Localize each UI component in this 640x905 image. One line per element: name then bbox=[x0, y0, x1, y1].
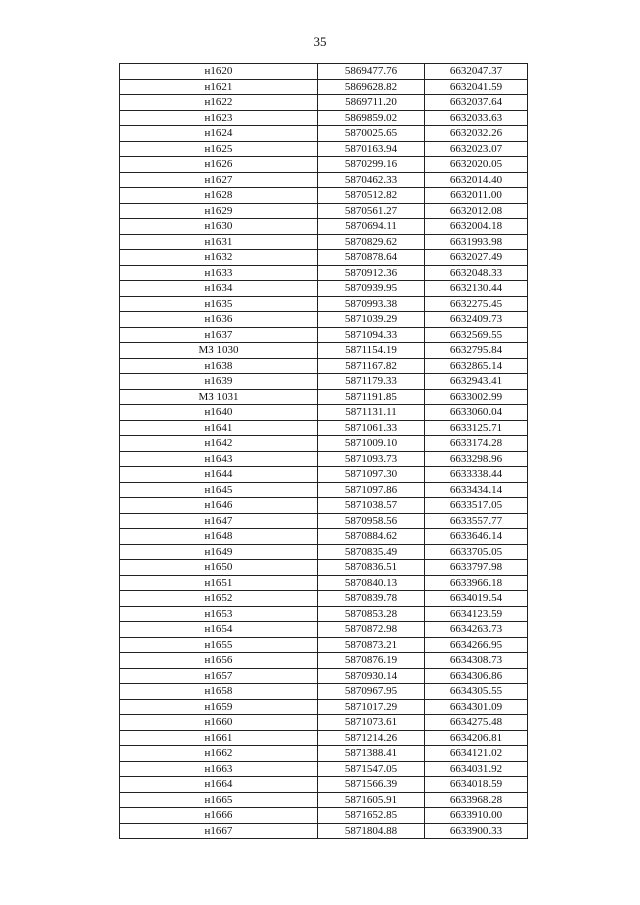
x-coordinate-cell: 5870299.16 bbox=[318, 157, 425, 173]
y-coordinate-cell: 6633002.99 bbox=[425, 389, 528, 405]
x-coordinate-cell: 5869628.82 bbox=[318, 79, 425, 95]
y-coordinate-cell: 6633910.00 bbox=[425, 808, 528, 824]
y-coordinate-cell: 6632048.33 bbox=[425, 265, 528, 281]
y-coordinate-cell: 6633174.28 bbox=[425, 436, 528, 452]
y-coordinate-cell: 6633968.28 bbox=[425, 792, 528, 808]
table-row bbox=[120, 358, 528, 374]
y-coordinate-cell: 6633517.05 bbox=[425, 498, 528, 514]
point-id-cell: н1639 bbox=[120, 374, 318, 390]
y-coordinate-cell: 6634018.59 bbox=[425, 777, 528, 793]
point-id-cell: н1630 bbox=[120, 219, 318, 235]
table-row bbox=[120, 420, 528, 436]
y-coordinate-cell: 6634031.92 bbox=[425, 761, 528, 777]
table-row bbox=[120, 591, 528, 607]
x-coordinate-cell: 5870884.62 bbox=[318, 529, 425, 545]
table-row bbox=[120, 668, 528, 684]
x-coordinate-cell: 5871167.82 bbox=[318, 358, 425, 374]
table-row bbox=[120, 653, 528, 669]
y-coordinate-cell: 6634263.73 bbox=[425, 622, 528, 638]
point-id-cell: н1658 bbox=[120, 684, 318, 700]
table-row bbox=[120, 467, 528, 483]
coordinates-table bbox=[119, 63, 528, 839]
y-coordinate-cell: 6633900.33 bbox=[425, 823, 528, 839]
point-id-cell: н1661 bbox=[120, 730, 318, 746]
y-coordinate-cell: 6633705.05 bbox=[425, 544, 528, 560]
y-coordinate-cell: 6632032.26 bbox=[425, 126, 528, 142]
table-row bbox=[120, 699, 528, 715]
table-row bbox=[120, 451, 528, 467]
x-coordinate-cell: 5871038.57 bbox=[318, 498, 425, 514]
table-row bbox=[120, 761, 528, 777]
point-id-cell: н1652 bbox=[120, 591, 318, 607]
y-coordinate-cell: 6632012.08 bbox=[425, 203, 528, 219]
y-coordinate-cell: 6632943.41 bbox=[425, 374, 528, 390]
y-coordinate-cell: 6633060.04 bbox=[425, 405, 528, 421]
x-coordinate-cell: 5871214.26 bbox=[318, 730, 425, 746]
point-id-cell: н1623 bbox=[120, 110, 318, 126]
point-id-cell: н1624 bbox=[120, 126, 318, 142]
y-coordinate-cell: 6633966.18 bbox=[425, 575, 528, 591]
x-coordinate-cell: 5871191.85 bbox=[318, 389, 425, 405]
y-coordinate-cell: 6631993.98 bbox=[425, 234, 528, 250]
y-coordinate-cell: 6632023.07 bbox=[425, 141, 528, 157]
x-coordinate-cell: 5871017.29 bbox=[318, 699, 425, 715]
table-row bbox=[120, 529, 528, 545]
point-id-cell: н1627 bbox=[120, 172, 318, 188]
x-coordinate-cell: 5870912.36 bbox=[318, 265, 425, 281]
table-row bbox=[120, 312, 528, 328]
x-coordinate-cell: 5871566.39 bbox=[318, 777, 425, 793]
y-coordinate-cell: 6634123.59 bbox=[425, 606, 528, 622]
y-coordinate-cell: 6633434.14 bbox=[425, 482, 528, 498]
table-row bbox=[120, 110, 528, 126]
x-coordinate-cell: 5870873.21 bbox=[318, 637, 425, 653]
x-coordinate-cell: 5870993.38 bbox=[318, 296, 425, 312]
y-coordinate-cell: 6632795.84 bbox=[425, 343, 528, 359]
table-row bbox=[120, 560, 528, 576]
x-coordinate-cell: 5871009.10 bbox=[318, 436, 425, 452]
point-id-cell: н1636 bbox=[120, 312, 318, 328]
y-coordinate-cell: 6634266.95 bbox=[425, 637, 528, 653]
y-coordinate-cell: 6632033.63 bbox=[425, 110, 528, 126]
point-id-cell: н1642 bbox=[120, 436, 318, 452]
x-coordinate-cell: 5871061.33 bbox=[318, 420, 425, 436]
x-coordinate-cell: 5870939.95 bbox=[318, 281, 425, 297]
table-row bbox=[120, 637, 528, 653]
table-row bbox=[120, 405, 528, 421]
table-row bbox=[120, 265, 528, 281]
y-coordinate-cell: 6632041.59 bbox=[425, 79, 528, 95]
point-id-cell: н1647 bbox=[120, 513, 318, 529]
y-coordinate-cell: 6634121.02 bbox=[425, 746, 528, 762]
point-id-cell: МЗ 1030 bbox=[120, 343, 318, 359]
y-coordinate-cell: 6632409.73 bbox=[425, 312, 528, 328]
x-coordinate-cell: 5870878.64 bbox=[318, 250, 425, 266]
point-id-cell: н1637 bbox=[120, 327, 318, 343]
table-row bbox=[120, 482, 528, 498]
x-coordinate-cell: 5871154.19 bbox=[318, 343, 425, 359]
x-coordinate-cell: 5871093.73 bbox=[318, 451, 425, 467]
point-id-cell: н1666 bbox=[120, 808, 318, 824]
x-coordinate-cell: 5871652.85 bbox=[318, 808, 425, 824]
table-row bbox=[120, 141, 528, 157]
point-id-cell: н1646 bbox=[120, 498, 318, 514]
point-id-cell: н1660 bbox=[120, 715, 318, 731]
point-id-cell: н1628 bbox=[120, 188, 318, 204]
x-coordinate-cell: 5870835.49 bbox=[318, 544, 425, 560]
table-row bbox=[120, 777, 528, 793]
y-coordinate-cell: 6632037.64 bbox=[425, 95, 528, 111]
point-id-cell: н1667 bbox=[120, 823, 318, 839]
y-coordinate-cell: 6632047.37 bbox=[425, 64, 528, 80]
point-id-cell: н1632 bbox=[120, 250, 318, 266]
x-coordinate-cell: 5869859.02 bbox=[318, 110, 425, 126]
y-coordinate-cell: 6634275.48 bbox=[425, 715, 528, 731]
point-id-cell: н1659 bbox=[120, 699, 318, 715]
point-id-cell: н1640 bbox=[120, 405, 318, 421]
x-coordinate-cell: 5871388.41 bbox=[318, 746, 425, 762]
point-id-cell: н1633 bbox=[120, 265, 318, 281]
y-coordinate-cell: 6632020.05 bbox=[425, 157, 528, 173]
x-coordinate-cell: 5871547.05 bbox=[318, 761, 425, 777]
x-coordinate-cell: 5870876.19 bbox=[318, 653, 425, 669]
table-row bbox=[120, 234, 528, 250]
y-coordinate-cell: 6634301.09 bbox=[425, 699, 528, 715]
y-coordinate-cell: 6634306.86 bbox=[425, 668, 528, 684]
point-id-cell: н1655 bbox=[120, 637, 318, 653]
point-id-cell: н1626 bbox=[120, 157, 318, 173]
table-row bbox=[120, 792, 528, 808]
table-row bbox=[120, 203, 528, 219]
x-coordinate-cell: 5871094.33 bbox=[318, 327, 425, 343]
point-id-cell: н1645 bbox=[120, 482, 318, 498]
y-coordinate-cell: 6633125.71 bbox=[425, 420, 528, 436]
point-id-cell: н1643 bbox=[120, 451, 318, 467]
x-coordinate-cell: 5870958.56 bbox=[318, 513, 425, 529]
y-coordinate-cell: 6634308.73 bbox=[425, 653, 528, 669]
y-coordinate-cell: 6632027.49 bbox=[425, 250, 528, 266]
y-coordinate-cell: 6632569.55 bbox=[425, 327, 528, 343]
table-row bbox=[120, 575, 528, 591]
point-id-cell: н1654 bbox=[120, 622, 318, 638]
table-row bbox=[120, 250, 528, 266]
point-id-cell: н1638 bbox=[120, 358, 318, 374]
x-coordinate-cell: 5870694.11 bbox=[318, 219, 425, 235]
point-id-cell: н1662 bbox=[120, 746, 318, 762]
y-coordinate-cell: 6633557.77 bbox=[425, 513, 528, 529]
y-coordinate-cell: 6632014.40 bbox=[425, 172, 528, 188]
y-coordinate-cell: 6633797.98 bbox=[425, 560, 528, 576]
table-row bbox=[120, 808, 528, 824]
point-id-cell: н1657 bbox=[120, 668, 318, 684]
point-id-cell: н1641 bbox=[120, 420, 318, 436]
table-row bbox=[120, 188, 528, 204]
table-row bbox=[120, 436, 528, 452]
x-coordinate-cell: 5869711.20 bbox=[318, 95, 425, 111]
table-row bbox=[120, 219, 528, 235]
coordinates-table-body bbox=[120, 64, 528, 839]
point-id-cell: н1664 bbox=[120, 777, 318, 793]
x-coordinate-cell: 5869477.76 bbox=[318, 64, 425, 80]
x-coordinate-cell: 5870853.28 bbox=[318, 606, 425, 622]
x-coordinate-cell: 5871097.30 bbox=[318, 467, 425, 483]
point-id-cell: н1665 bbox=[120, 792, 318, 808]
y-coordinate-cell: 6632865.14 bbox=[425, 358, 528, 374]
table-row bbox=[120, 126, 528, 142]
table-row bbox=[120, 498, 528, 514]
point-id-cell: н1644 bbox=[120, 467, 318, 483]
y-coordinate-cell: 6633646.14 bbox=[425, 529, 528, 545]
x-coordinate-cell: 5871605.91 bbox=[318, 792, 425, 808]
x-coordinate-cell: 5871179.33 bbox=[318, 374, 425, 390]
table-row bbox=[120, 95, 528, 111]
x-coordinate-cell: 5870829.62 bbox=[318, 234, 425, 250]
x-coordinate-cell: 5871131.11 bbox=[318, 405, 425, 421]
table-row bbox=[120, 715, 528, 731]
table-row bbox=[120, 374, 528, 390]
y-coordinate-cell: 6634206.81 bbox=[425, 730, 528, 746]
table-row bbox=[120, 622, 528, 638]
y-coordinate-cell: 6632004.18 bbox=[425, 219, 528, 235]
table-row bbox=[120, 389, 528, 405]
x-coordinate-cell: 5870872.98 bbox=[318, 622, 425, 638]
point-id-cell: н1621 bbox=[120, 79, 318, 95]
table-row bbox=[120, 281, 528, 297]
point-id-cell: н1629 bbox=[120, 203, 318, 219]
x-coordinate-cell: 5870840.13 bbox=[318, 575, 425, 591]
table-row bbox=[120, 157, 528, 173]
x-coordinate-cell: 5870967.95 bbox=[318, 684, 425, 700]
x-coordinate-cell: 5870025.65 bbox=[318, 126, 425, 142]
table-row bbox=[120, 327, 528, 343]
point-id-cell: н1648 bbox=[120, 529, 318, 545]
table-row bbox=[120, 823, 528, 839]
y-coordinate-cell: 6633338.44 bbox=[425, 467, 528, 483]
y-coordinate-cell: 6632011.00 bbox=[425, 188, 528, 204]
point-id-cell: н1656 bbox=[120, 653, 318, 669]
table-row bbox=[120, 296, 528, 312]
table-row bbox=[120, 513, 528, 529]
table-row bbox=[120, 64, 528, 80]
x-coordinate-cell: 5870836.51 bbox=[318, 560, 425, 576]
x-coordinate-cell: 5871804.88 bbox=[318, 823, 425, 839]
table-row bbox=[120, 544, 528, 560]
point-id-cell: н1620 bbox=[120, 64, 318, 80]
y-coordinate-cell: 6633298.96 bbox=[425, 451, 528, 467]
x-coordinate-cell: 5871073.61 bbox=[318, 715, 425, 731]
point-id-cell: н1634 bbox=[120, 281, 318, 297]
point-id-cell: н1653 bbox=[120, 606, 318, 622]
page-number: 35 bbox=[313, 34, 327, 49]
table-row bbox=[120, 606, 528, 622]
point-id-cell: н1631 bbox=[120, 234, 318, 250]
table-row bbox=[120, 172, 528, 188]
point-id-cell: н1650 bbox=[120, 560, 318, 576]
point-id-cell: н1635 bbox=[120, 296, 318, 312]
x-coordinate-cell: 5870561.27 bbox=[318, 203, 425, 219]
table-row bbox=[120, 79, 528, 95]
x-coordinate-cell: 5870512.82 bbox=[318, 188, 425, 204]
x-coordinate-cell: 5870930.14 bbox=[318, 668, 425, 684]
table-row bbox=[120, 343, 528, 359]
table-row bbox=[120, 746, 528, 762]
y-coordinate-cell: 6632275.45 bbox=[425, 296, 528, 312]
x-coordinate-cell: 5870462.33 bbox=[318, 172, 425, 188]
y-coordinate-cell: 6634019.54 bbox=[425, 591, 528, 607]
point-id-cell: н1649 bbox=[120, 544, 318, 560]
x-coordinate-cell: 5870839.78 bbox=[318, 591, 425, 607]
table-row bbox=[120, 684, 528, 700]
point-id-cell: н1651 bbox=[120, 575, 318, 591]
y-coordinate-cell: 6632130.44 bbox=[425, 281, 528, 297]
point-id-cell: МЗ 1031 bbox=[120, 389, 318, 405]
table-row bbox=[120, 730, 528, 746]
x-coordinate-cell: 5870163.94 bbox=[318, 141, 425, 157]
x-coordinate-cell: 5871097.86 bbox=[318, 482, 425, 498]
point-id-cell: н1663 bbox=[120, 761, 318, 777]
point-id-cell: н1622 bbox=[120, 95, 318, 111]
y-coordinate-cell: 6634305.55 bbox=[425, 684, 528, 700]
x-coordinate-cell: 5871039.29 bbox=[318, 312, 425, 328]
point-id-cell: н1625 bbox=[120, 141, 318, 157]
